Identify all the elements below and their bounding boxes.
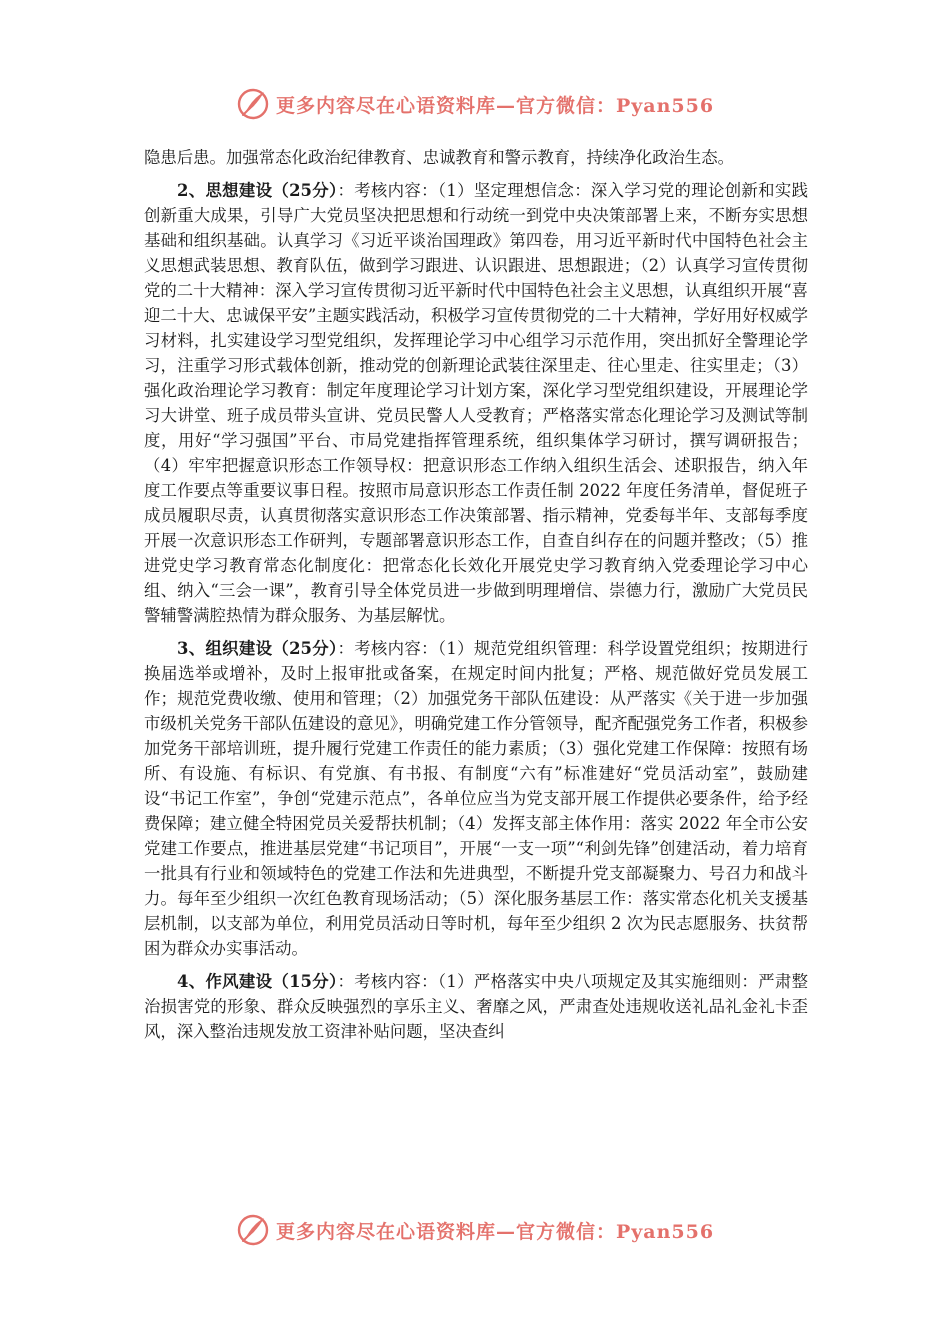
footer-watermark	[0, 1210, 950, 1250]
paragraph-work-style-construction	[144, 969, 808, 1044]
watermark-text: 更多内容尽在心语资料库—官方微信：Pyan556	[275, 1220, 715, 1243]
paragraph-text: ：考核内容：（1）规范党组织管理：科学设置党组织；按期进行换届选举或增补，及时上报审批或备案，在规定时间内批复；严格、规范做好党员发展工作；规范党费收缴、使用和管理；（2）加强党务干部队伍建设：从严落实《关于进一步加强市级机关党务干部队伍建设的意见》，明确党建工作分管领导，配齐配强党务工作者，积极参加党务干部培训班，提升履行党建工作责任的能力素质；（3）强化党建工作保障：按照有场所、有设施、有标识、有党旗、有书报、有制度“六有”标准建好“党员活动室”，鼓励建设“书记工作室”，争创“党建示范点”，各单位应当为党支部开展工作提供必要条件，给予经费保障；建立健全特困党员关爱帮扶机制；（4）发挥支部主体作用：落实 2022 年全市公安党建工作要点，推进基层党建“书记项目”，开展“一支一项”“利剑先锋”创建活动，着力培育一批具有行业和领域特色的党建工作法和先进典型，不断提升党支部凝聚力、号召力和战斗力。每年至少组织一次红色教育现场活动；（5）深化服务基层工作：落实常态化机关支援基层机制，以支部为单位，利用党员活动日等时机，每年至少组织 2 次为民志愿服务、扶贫帮困为群众办实事活动。	[144, 639, 808, 958]
paragraph-continuation	[144, 145, 808, 170]
paragraph-organizational-construction	[144, 636, 808, 961]
paragraph-text: ：考核内容：（1）坚定理想信念：深入学习党的理论创新和实践创新重大成果，引导广大党员坚决把思想和行动统一到党中央决策部署上来，不断夯实思想基础和组织基础。认真学习《习近平谈治国理政》第四卷，用习近平新时代中国特色社会主义思想武装思想、教育队伍，做到学习跟进、认识跟进、思想跟进；（2）认真学习宣传贯彻党的二十大精神：深入学习宣传贯彻习近平新时代中国特色社会主义思想，认真组织开展“喜迎二十大、忠诚保平安”主题实践活动，积极学习宣传贯彻党的二十大精神，学好用好权威学习材料，扎实建设学习型党组织，发挥理论学习中心组学习示范作用，突出抓好全警理论学习，注重学习形式载体创新，推动党的创新理论武装往深里走、往心里走、往实里走；（3）强化政治理论学习教育：制定年度理论学习计划方案，深化学习型党组织建设，开展理论学习大讲堂、班子成员带头宣讲、党员民警人人受教育；严格落实常态化理论学习及测试等制度，用好“学习强国”平台、市局党建指挥管理系统，组织集体学习研讨，撰写调研报告；（4）牢牢把握意识形态工作领导权：把意识形态工作纳入组织生活会、述职报告，纳入年度工作要点等重要议事日程。按照市局意识形态工作责任制 2022 年度任务清单，督促班子成员履职尽责，认真贯彻落实意识形态工作决策部署、指示精神，党委每半年、支部每季度开展一次意识形态工作研判，专题部署意识形态工作，自查自纠存在的问题并整改；（5）推进党史学习教育常态化制度化：把常态化长效化开展党史学习教育纳入党委理论学习中心组、纳入“三会一课”，教育引导全体党员进一步做到明理增信、崇德力行，激励广大党员民警辅警满腔热情为群众服务、为基层解忧。	[144, 181, 809, 625]
section-heading: 4、作风建设（15分）	[177, 972, 338, 991]
paragraph-text: ：考核内容：（1）严格落实中央八项规定及其实施细则：严肃整治损害党的形象、群众反映强烈的享乐主义、奢靡之风，严肃查处违规收送礼品礼金礼卡歪风，深入整治违规发放工资津补贴问题，坚决查纠	[144, 972, 808, 1041]
section-heading: 3、组织建设（25分）	[177, 639, 338, 658]
feather-pen-logo-icon	[236, 1213, 270, 1247]
feather-pen-logo-icon	[236, 87, 270, 121]
paragraph-ideological-construction	[144, 178, 808, 628]
section-heading: 2、思想建设（25分）	[177, 181, 338, 200]
paragraph-text: 隐患后患。加强常态化政治纪律教育、忠诚教育和警示教育，持续净化政治生态。	[144, 148, 735, 167]
watermark-text: 更多内容尽在心语资料库—官方微信：Pyan556	[275, 94, 715, 117]
document-body	[144, 145, 808, 1052]
header-watermark	[0, 84, 950, 124]
